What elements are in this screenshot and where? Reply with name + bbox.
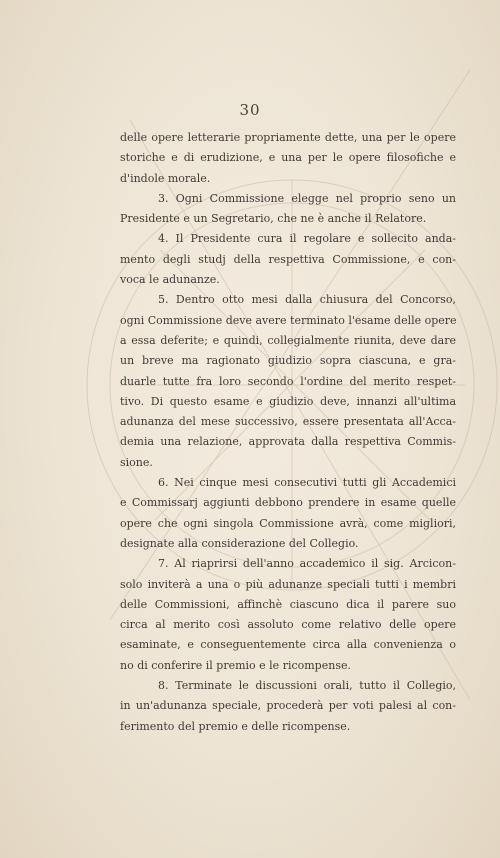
text-line: tivo. Di questo esame e giudizio deve, innanzi all'ultima — [120, 394, 456, 408]
paragraph — [120, 290, 456, 473]
text-line: ogni Commissione deve avere terminato l'esame delle opere — [120, 313, 457, 327]
paragraph — [120, 229, 456, 290]
text-line: d'indole morale. — [120, 171, 211, 185]
text-line: solo inviterà a una o più adunanze speciali tutti i membri — [120, 577, 456, 591]
text-line: adunanza del mese successivo, essere presentata all'Acca- — [120, 415, 456, 429]
text-line: opere che ogni singola Commissione avrà, come migliori, — [120, 516, 456, 530]
paragraph — [120, 554, 456, 676]
text-line: no di conferire il premio e le ricompense. — [120, 658, 351, 672]
text-line: voca le adunanze. — [120, 273, 220, 287]
text-line: sione. — [120, 455, 153, 469]
text-line: demia una relazione, approvata dalla respettiva Commis- — [120, 435, 456, 449]
text-line: e Commissarj aggiunti debbono prendere in esame quelle — [120, 496, 456, 510]
text-line: 4. Il Presidente cura il regolare e sollecito anda- — [158, 232, 456, 246]
text-line: duarle tutte fra loro secondo l'ordine del merito respet- — [120, 374, 456, 388]
text-line: a essa deferite; e quindi, collegialmente riunita, deve dare — [120, 333, 456, 347]
text-line: esaminate, e conseguentemente circa alla convenienza o — [120, 638, 456, 652]
text-line: un breve ma ragionato giudizio sopra ciascuna, e gra- — [120, 354, 456, 368]
page-number: 30 — [239, 101, 261, 119]
text-line: Presidente e un Segretario, che ne è anche il Relatore. — [120, 212, 427, 226]
text-line: ferimento del premio e delle ricompense. — [120, 719, 351, 733]
text-line: designate alla considerazione del Collegio. — [120, 536, 359, 550]
paragraph — [120, 128, 456, 189]
text-line: mento degli studj della respettiva Commissione, e con- — [120, 252, 456, 266]
text-line: 8. Terminate le discussioni orali, tutto il Collegio, — [158, 679, 456, 693]
text-line: 5. Dentro otto mesi dalla chiusura del Concorso, — [158, 293, 456, 307]
text-line: 3. Ogni Commissione elegge nel proprio seno un — [158, 191, 456, 205]
text-line: 7. Al riaprirsi dell'anno accademico il sig. Arcicon- — [158, 557, 456, 571]
text-line: circa al merito così assoluto come relativo delle opere — [120, 618, 456, 632]
paragraph — [120, 189, 456, 230]
text-line: in un'adunanza speciale, procederà per voti palesi al con- — [120, 699, 456, 713]
text-line: delle opere letterarie propriamente dette, una per le opere — [120, 131, 456, 144]
text-line: delle Commissioni, affinchè ciascuno dica il parere suo — [120, 597, 456, 611]
text-line: 6. Nei cinque mesi consecutivi tutti gli Accademici — [158, 476, 456, 490]
text-line: storiche e di erudizione, e una per le opere filosofiche e — [120, 151, 456, 165]
paragraph — [120, 473, 456, 554]
document-body — [120, 128, 456, 737]
paragraph — [120, 676, 456, 737]
